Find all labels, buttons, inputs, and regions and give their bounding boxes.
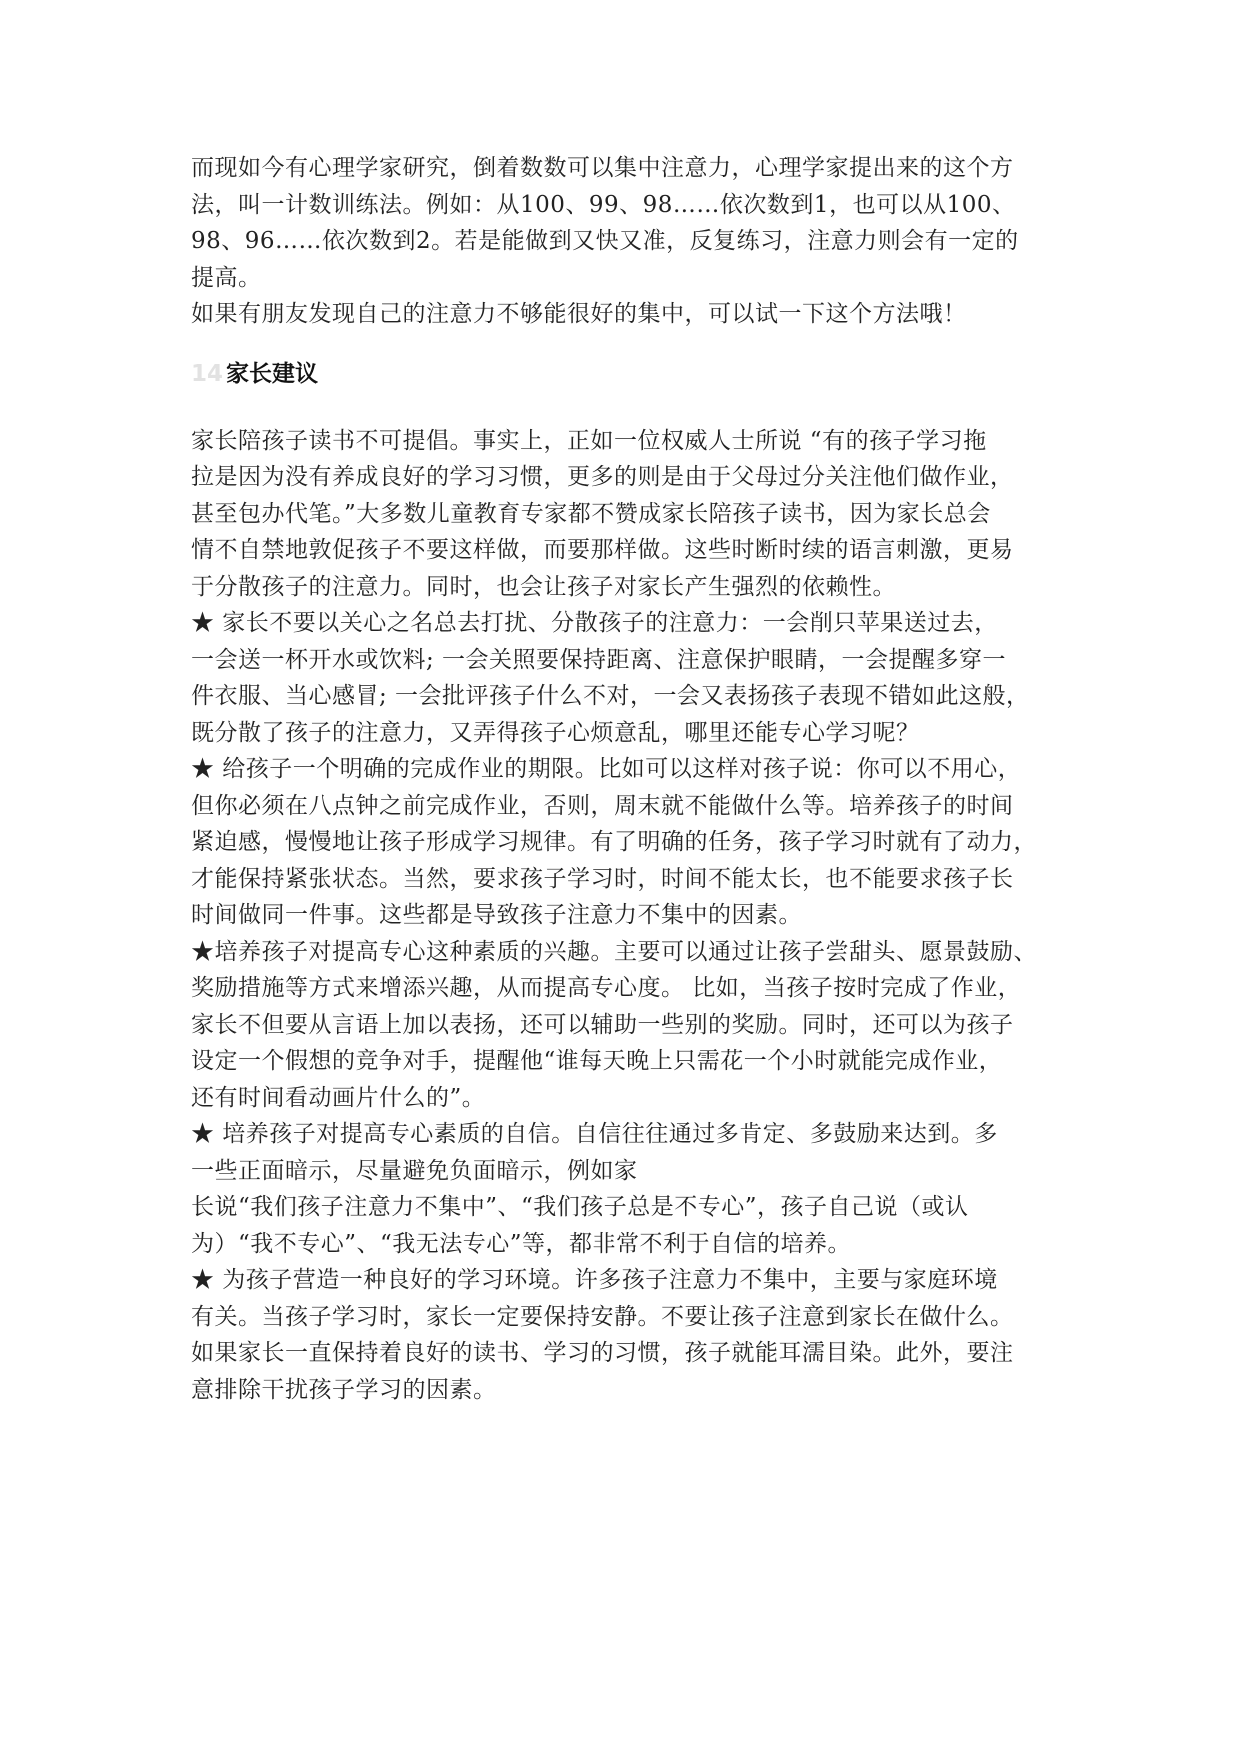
document-page (191, 150, 1071, 1408)
section-title: 家长建议 (226, 360, 319, 387)
intro-paragraph-1: 而现如今有心理学家研究，倒着数数可以集中注意力，心理学家提出来的这个方 法，叫一计数训练法。例如：从100、99、98……依次数到1，也可以从100、 98、96……依次数到2。若是能做到又快又准，反复练习，注意力则会有一定的 提高。 (191, 155, 1019, 291)
tip-paragraph-5: ★ 为孩子营造一种良好的学习环境。许多孩子注意力不集中，主要与家庭环境 有关。当孩子学习时，家长一定要保持安静。不要让孩子注意到家长在做什么。 如果家长一直保持着良好的读书、学习的习惯，孩子就能耳濡目染。此外，要注 意排除干扰孩子学习的因素。 (191, 1267, 1014, 1403)
section-heading (191, 359, 1071, 389)
body-paragraph-1: 家长陪孩子读书不可提倡。事实上，正如一位权威人士所说 “有的孩子学习拖 拉是因为没有养成良好的学习习惯，更多的则是由于父母过分关注他们做作业， 甚至包办代笔。”大多数儿童教育专家都不赞成家长陪孩子读书，因为家长总会 情不自禁地敦促孩子不要这样做，而要那样做。这些时断时续的语言刺激，更易 于分散孩子的注意力。同时，也会让孩子对家长产生强烈的依赖性。 (191, 427, 1014, 600)
tip-paragraph-2: ★ 给孩子一个明确的完成作业的期限。比如可以这样对孩子说：你可以不用心， 但你必须在八点钟之前完成作业，否则，周末就不能做什么等。培养孩子的时间 紧迫感，慢慢地让孩子形成学习规律。有了明确的任务，孩子学习时就有了动力， 才能保持紧张状态。当然，要求孩子学习时，时间不能太长，也不能要求孩子长 时间做同一件事。这些都是导致孩子注意力不集中的因素。 (191, 756, 1037, 928)
intro-paragraph-2: 如果有朋友发现自己的注意力不够能很好的集中，可以试一下这个方法哦！ (191, 301, 967, 327)
tip-paragraph-3: ★培养孩子对提高专心这种素质的兴趣。主要可以通过让孩子尝甜头、愿景鼓励、 奖励措施等方式来增添兴趣，从而提高专心度。 比如，当孩子按时完成了作业， 家长不但要从言语上加以表扬，还可以辅助一些别的奖励。同时，还可以为孩子 设定一个假想的竞争对手，提醒他“谁每天晚上只需花一个小时就能完成作业， 还有时间看动画片什么的”。 (191, 938, 1037, 1111)
tip-paragraph-1: ★ 家长不要以关心之名总去打扰、分散孩子的注意力：一会削只苹果送过去， 一会送一杯开水或饮料; 一会关照要保持距离、注意保护眼睛，一会提醒多穿一 件衣服、当心感冒; 一会批评孩子什么不对，一会又表扬孩子表现不错如此这般， 既分散了孩子的注意力，又弄得孩子心烦意乱，哪里还能专心学习呢？ (191, 610, 1030, 746)
tip-paragraph-4: ★ 培养孩子对提高专心素质的自信。自信往往通过多肯定、多鼓励来达到。多 一些正面暗示，尽量避免负面暗示，例如家 长说“我们孩子注意力不集中”、“我们孩子总是不专心”，孩子自己说（或认 为）“我不专心”、“我无法专心”等，都非常不利于自信的培养。 (191, 1121, 998, 1257)
section-number: 14 (191, 360, 224, 387)
